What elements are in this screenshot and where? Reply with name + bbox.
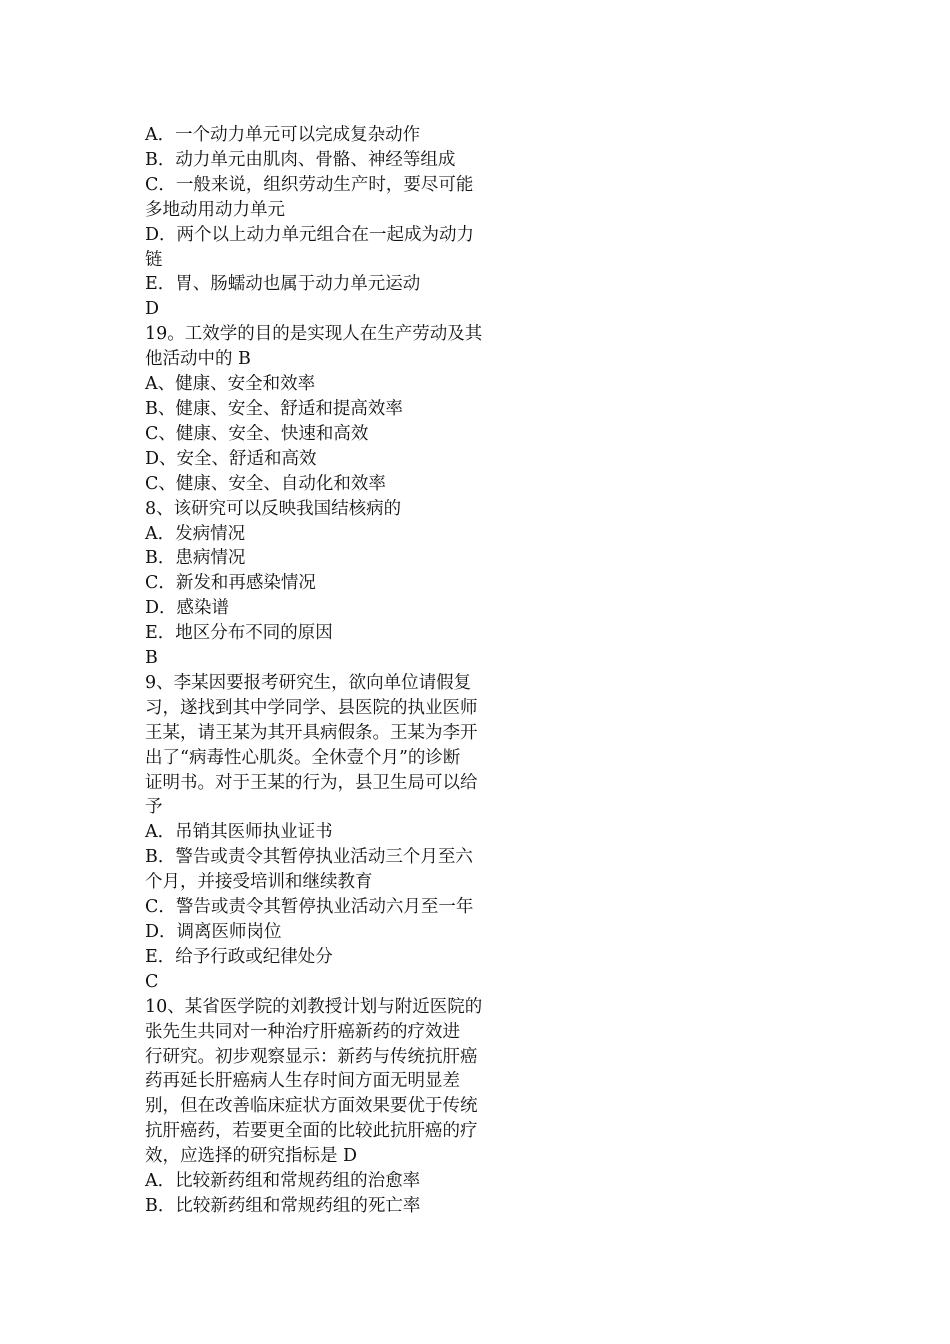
text-line: A．一个动力单元可以完成复杂动作	[145, 125, 421, 145]
question-line: 张先生共同对一种治疗肝癌新药的疗效进	[145, 1021, 460, 1042]
question-line: 8、该研究可以反映我国结核病的	[145, 498, 402, 519]
question-line: 他活动中的 B	[145, 349, 251, 370]
text-line: C、健康、安全、快速和高效	[145, 423, 369, 444]
text-line: D、安全、舒适和高效	[145, 448, 317, 469]
text-line: B．动力单元由肌肉、骨骼、神经等组成	[145, 149, 456, 170]
document-body	[145, 123, 513, 1219]
text-line: C、健康、安全、自动化和效率	[145, 473, 386, 494]
text-line: D．调离医师岗位	[145, 922, 282, 942]
question-line: 出了“病毒性心肌炎。全休壹个月”的诊断	[145, 747, 461, 768]
text-line: 链	[145, 249, 163, 270]
question-line: 行研究。初步观察显示：新药与传统抗肝癌	[145, 1046, 478, 1067]
text-line: 个月，并接受培训和继续教育	[145, 872, 373, 893]
question-line: 证明书。对于王某的行为，县卫生局可以给	[145, 772, 478, 793]
answer-line: D	[145, 299, 160, 320]
question-line: 效，应选择的研究指标是 D	[145, 1146, 358, 1167]
question-line: 别，但在改善临床症状方面效果要优于传统	[145, 1096, 478, 1117]
question-line: 10、某省医学院的刘教授计划与附近医院的	[145, 996, 483, 1017]
text-line: E．给予行政或纪律处分	[145, 946, 333, 967]
text-line: B．患病情况	[145, 548, 246, 569]
text-line: E．胃、肠蠕动也属于动力单元运动	[145, 274, 421, 295]
text-line: D．感染谱	[145, 598, 230, 619]
text-line: 多地动用动力单元	[145, 199, 285, 220]
answer-line: C	[145, 971, 159, 992]
question-line: 抗肝癌药，若要更全面的比较此抗肝癌的疗	[145, 1121, 478, 1142]
text-line: C．新发和再感染情况	[145, 573, 316, 594]
text-line: B、健康、安全、舒适和提高效率	[145, 398, 403, 419]
text-line: C．警告或责令其暂停执业活动六月至一年	[145, 897, 474, 918]
text-line: C．一般来说，组织劳动生产时，要尽可能	[145, 174, 474, 195]
answer-line: B	[145, 648, 158, 669]
question-line: 19。工效学的目的是实现人在生产劳动及其	[145, 324, 483, 345]
text-line: B．警告或责令其暂停执业活动三个月至六	[145, 847, 473, 868]
text-line: A、健康、安全和效率	[145, 374, 316, 395]
text-line: E．地区分布不同的原因	[145, 623, 333, 644]
question-line: 习，遂找到其中学同学、县医院的执业医师	[145, 697, 478, 718]
text-line: A．发病情况	[145, 523, 246, 544]
question-line: 予	[145, 797, 163, 818]
text-line: A．吊销其医师执业证书	[145, 822, 333, 843]
question-line: 药再延长肝癌病人生存时间方面无明显差	[145, 1071, 460, 1092]
question-line: 王某，请王某为其开具病假条。王某为李开	[145, 722, 478, 743]
question-line: 9、李某因要报考研究生，欲向单位请假复	[145, 672, 472, 693]
text-line: B．比较新药组和常规药组的死亡率	[145, 1195, 421, 1216]
text-line: D．两个以上动力单元组合在一起成为动力	[145, 224, 475, 245]
text-line: A．比较新药组和常规药组的治愈率	[145, 1171, 421, 1192]
